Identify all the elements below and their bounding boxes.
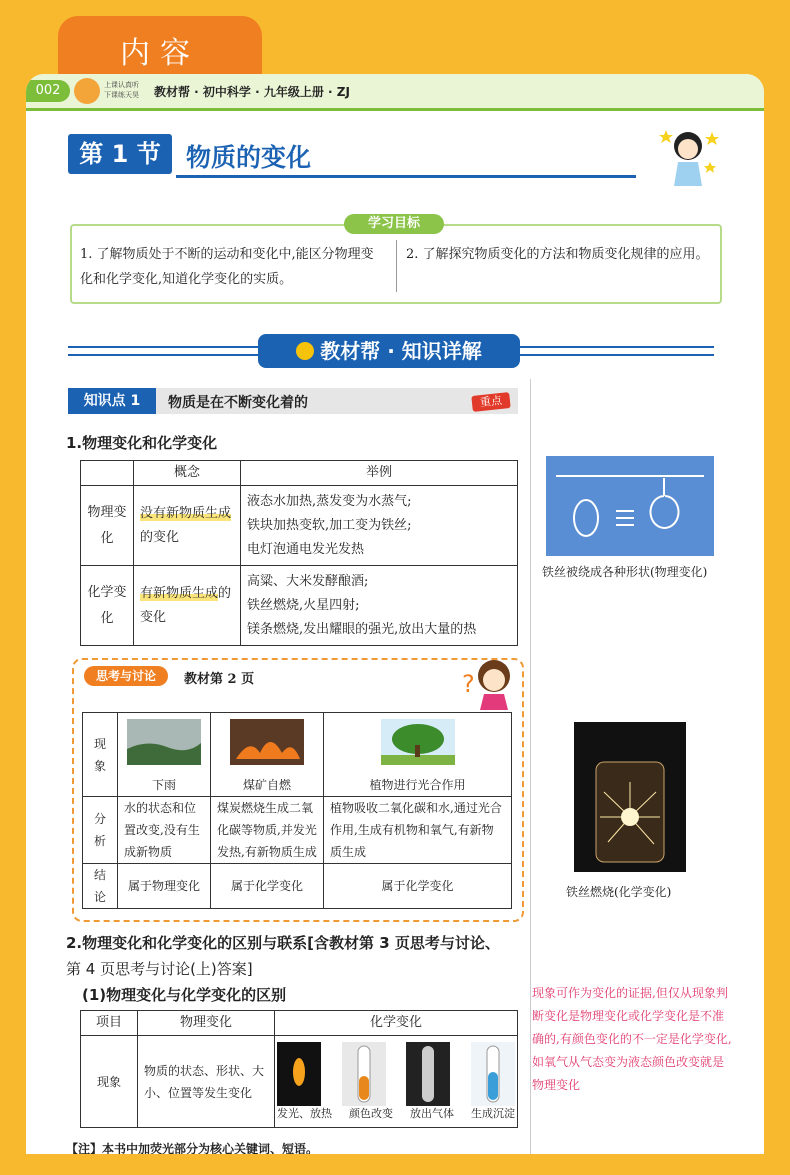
lightbulb-icon <box>296 342 314 360</box>
gas-tube-photo <box>406 1042 450 1106</box>
difference-table: 项目 物理变化 化学变化 现象 物质的状态、形状、大小、位置等发生变化 发光、放热 颜色改变 放出气体 生成沉淀 <box>80 1010 518 1128</box>
footnote: 【注】本书中加荧光部分为核心关键词、短语。 <box>66 1142 319 1154</box>
discussion-ref: 教材第 2 页 <box>184 672 255 687</box>
goal-2: 2. 了解探究物质变化的方法和物质变化规律的应用。 <box>406 247 709 262</box>
table-row: 分析 水的状态和位置改变,没有生成新物质 煤炭燃烧生成二氧化碳等物质,并发光发热,有新物质生成 植物吸收二氧化碳和水,通过光合作用,生成有机物和氧气,有新物质生成 <box>83 797 512 864</box>
table-row <box>81 566 518 646</box>
heading-1: 1.物理变化和化学变化 <box>66 434 218 452</box>
column-divider <box>530 379 531 1154</box>
color-change-tube-photo <box>342 1042 386 1106</box>
rain-photo <box>127 719 201 765</box>
burning-caption: 铁丝燃烧(化学变化) <box>566 885 672 899</box>
row-type: 化学变化 <box>81 566 134 646</box>
goal-divider <box>396 240 397 292</box>
discussion-table <box>82 712 512 909</box>
page-header <box>26 74 764 111</box>
page-number: 002 <box>26 80 70 102</box>
goals-tag: 学习目标 <box>344 214 444 234</box>
knowledge-point-bar <box>68 388 518 414</box>
section-title: 物质的变化 <box>186 143 312 172</box>
heading-2: 2.物理变化和化学变化的区别与联系[含教材第 3 页思考与讨论、 <box>66 934 500 952</box>
knowledge-point-tag: 知识点 1 <box>68 388 156 414</box>
girl-mascot-icon <box>658 124 720 190</box>
row-examples: 高粱、大米发酵酿酒; 铁丝燃烧,火星四射; 镁条燃烧,发出耀眼的强光,放出大量的热 <box>241 566 518 646</box>
mascot-icon <box>74 78 100 104</box>
section-banner: 教材帮 · 知识详解 <box>258 334 520 368</box>
learning-goals-box <box>70 224 722 304</box>
section-underline <box>176 175 636 178</box>
row-type: 物理变化 <box>81 486 134 566</box>
key-point-badge: 重点 <box>471 392 510 412</box>
table-row <box>81 486 518 566</box>
row-concept: 有新物质生成的变化 <box>134 566 241 646</box>
handwritten-note: 现象可作为变化的证据,但仅从现象判断变化是物理变化或化学变化是不准确的,有颜色变化的不一定是化学变化,如氧气从气态变为液态颜色改变就是物理变化 <box>532 986 732 1092</box>
knowledge-point-title: 物质是在不断变化着的 <box>168 395 308 411</box>
burning-wire-photo <box>574 722 686 872</box>
row-concept: 没有新物质生成的变化 <box>134 486 241 566</box>
tree-photo <box>381 719 455 765</box>
content-tab: 内容 <box>58 16 262 80</box>
discussion-tag: 思考与讨论 <box>84 666 168 686</box>
table-row: 现象 下雨 煤矿自燃 植物进行光合作用 <box>83 713 512 797</box>
flame-photo <box>277 1042 321 1106</box>
table-row: 结论 属于物理变化 属于化学变化 属于化学变化 <box>83 864 512 909</box>
heading-2-cont: 第 4 页思考与讨论(上)答案] <box>66 960 253 978</box>
wire-caption: 铁丝被绕成各种形状(物理变化) <box>542 565 708 579</box>
slogan: 上课认真听 下课练天昊 <box>104 81 139 99</box>
col-examples: 举例 <box>241 461 518 486</box>
heading-3: (1)物理变化与化学变化的区别 <box>82 986 287 1004</box>
row-examples: 液态水加热,蒸发变为水蒸气; 铁块加热变软,加工变为铁丝; 电灯泡通电发光发热 <box>241 486 518 566</box>
change-table <box>80 460 518 646</box>
coal-fire-photo <box>230 719 304 765</box>
svg-text:?: ? <box>462 670 475 698</box>
thinking-girl-icon <box>460 652 516 710</box>
goal-1: 1. 了解物质处于不断的运动和变化中,能区分物理变化和化学变化,知道化学变化的实质。 <box>80 247 374 287</box>
table-row: 现象 物质的状态、形状、大小、位置等发生变化 发光、放热 颜色改变 放出气体 生成沉淀 <box>81 1036 518 1128</box>
section-label: 第 1 节 <box>68 134 172 174</box>
col-concept: 概念 <box>134 461 241 486</box>
book-title: 教材帮 · 初中科学 · 九年级上册 · ZJ <box>154 85 350 99</box>
book-page <box>26 74 764 1154</box>
wire-shapes-photo <box>546 456 714 556</box>
precipitate-tube-photo <box>471 1042 515 1106</box>
